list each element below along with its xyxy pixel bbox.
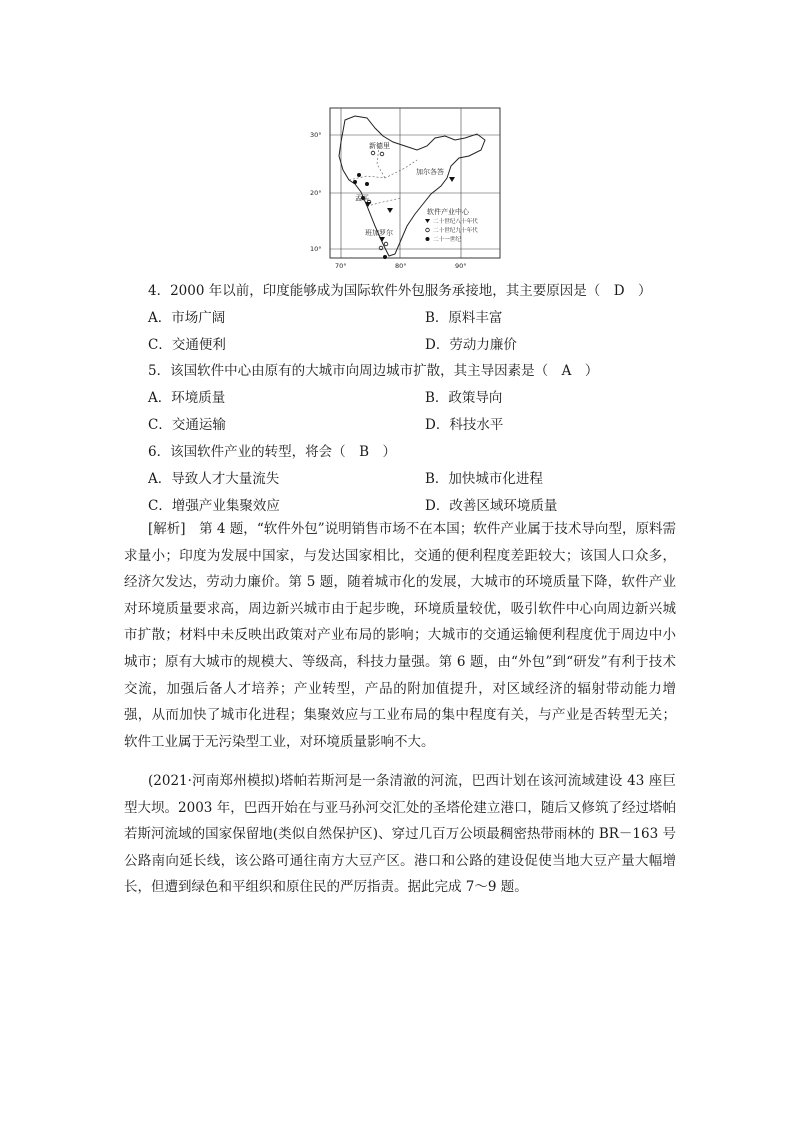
legend-item-80s: 二十世纪八十年代 [433, 219, 478, 225]
lon-label-90: 90° [455, 262, 467, 270]
material-paragraph: (2021·河南郑州模拟)塔帕若斯河是一条清澈的河流，巴西计划在该河流域建设 43 座巨型大坝。2003 年，巴西开始在与亚马孙河交汇处的圣塔伦建立港口，随后又修筑了经过塔帕若斯河流域的国家保留地(类似自然保护区)、穿过几百万公顷最稠密热带雨林的 BR－163 号公路南向延长线，该公路可通往南方大豆产区。港口和公路的建设促使当地大豆产量大幅增长，但遭到绿色和平组织和原住民的严厉指责。据此完成 7～9 题。 [124, 773, 676, 896]
q6-option-a: A．导致人才大量流失 [148, 471, 280, 487]
dot-5 [383, 255, 387, 259]
map-legend [425, 207, 478, 243]
lat-label-10: 10° [310, 245, 322, 253]
legend-dot-icon [426, 237, 430, 241]
q4-option-c: C．交通便利 [148, 337, 226, 353]
dot-1 [357, 173, 361, 177]
india-map [309, 106, 501, 270]
legend-item-21c: 二十一世纪 [433, 237, 461, 243]
question-5-stem: 5．该国软件中心由原有的大城市向周边城市扩散，其主导因素是（ A ） [148, 363, 599, 379]
india-outline [339, 116, 485, 256]
question-6-stem: 6．该国软件产业的转型，将会（ B ） [148, 444, 397, 460]
city-bangalore: 班加罗尔 [365, 229, 393, 237]
dot-2 [353, 180, 357, 184]
delhi-marker-1 [371, 151, 375, 155]
dot-3 [365, 182, 369, 186]
tri-kolkata [449, 177, 455, 182]
analysis-paragraph: [解析] 第 4 题，“软件外包”说明销售市场不在本国；软件产业属于技术导向型，原料需求量小；印度为发展中国家，与发达国家相比，交通的便利程度差距较大；该国人口众多，经济欠发达，劳动力廉价。第 5 题，随着城市化的发展，大城市的环境质量下降，软件产业对环境质量要求高，周边新兴城市由于起步晚，环境质量较优，吸引软件中心向周边新兴城市扩散；材料中未反映出政策对产业布局的影响；大城市的交通运输便利程度优于周边中小城市；原有大城市的规模大、等级高，科技力量强。第 6 题，由“外包”到“研发”有利于技术交流，加强后备人才培养；产业转型，产品的附加值提升，对区域经济的辐射带动能力增强，从而加快了城市化进程；集聚效应与工业布局的集中程度有关，与产业是否转型无关；软件工业属于无污染型工业，对环境质量影响不大。 [124, 521, 676, 750]
tri-hyd [387, 208, 393, 213]
q5-option-d: D．科技水平 [425, 417, 504, 433]
city-kolkata: 加尔各答 [416, 168, 444, 176]
city-mumbai: 孟买 [355, 194, 369, 202]
q6-option-c: C．增强产业集聚效应 [148, 498, 280, 514]
legend-tri-icon [425, 219, 430, 223]
circle-bangalore-1 [384, 242, 388, 246]
lon-label-70: 70° [335, 262, 347, 270]
q4-option-d: D．劳动力廉价 [425, 337, 517, 353]
tri-bangalore [379, 237, 385, 242]
legend-item-90s: 二十世纪九十年代 [433, 228, 478, 234]
legend-title: 软件产业中心 [427, 208, 469, 216]
q5-option-b: B．政策导向 [425, 390, 503, 406]
q5-option-a: A．环境质量 [148, 390, 226, 406]
legend-circle-icon [426, 228, 430, 232]
lon-label-80: 80° [395, 262, 407, 270]
lat-label-20: 20° [310, 189, 322, 197]
delhi-marker-2 [380, 152, 384, 156]
q4-option-a: A．市场广阔 [148, 310, 226, 326]
lat-label-30: 30° [310, 131, 322, 139]
city-delhi: 新德里 [369, 142, 390, 150]
q6-option-d: D．改善区域环境质量 [425, 498, 558, 514]
question-4-stem: 4．2000 年以前，印度能够成为国际软件外包服务承接地，其主要原因是（ D ） [148, 283, 652, 299]
q5-option-c: C．交通运输 [148, 417, 226, 433]
q4-option-b: B．原料丰富 [425, 310, 503, 326]
q6-option-b: B．加快城市化进程 [425, 471, 543, 487]
